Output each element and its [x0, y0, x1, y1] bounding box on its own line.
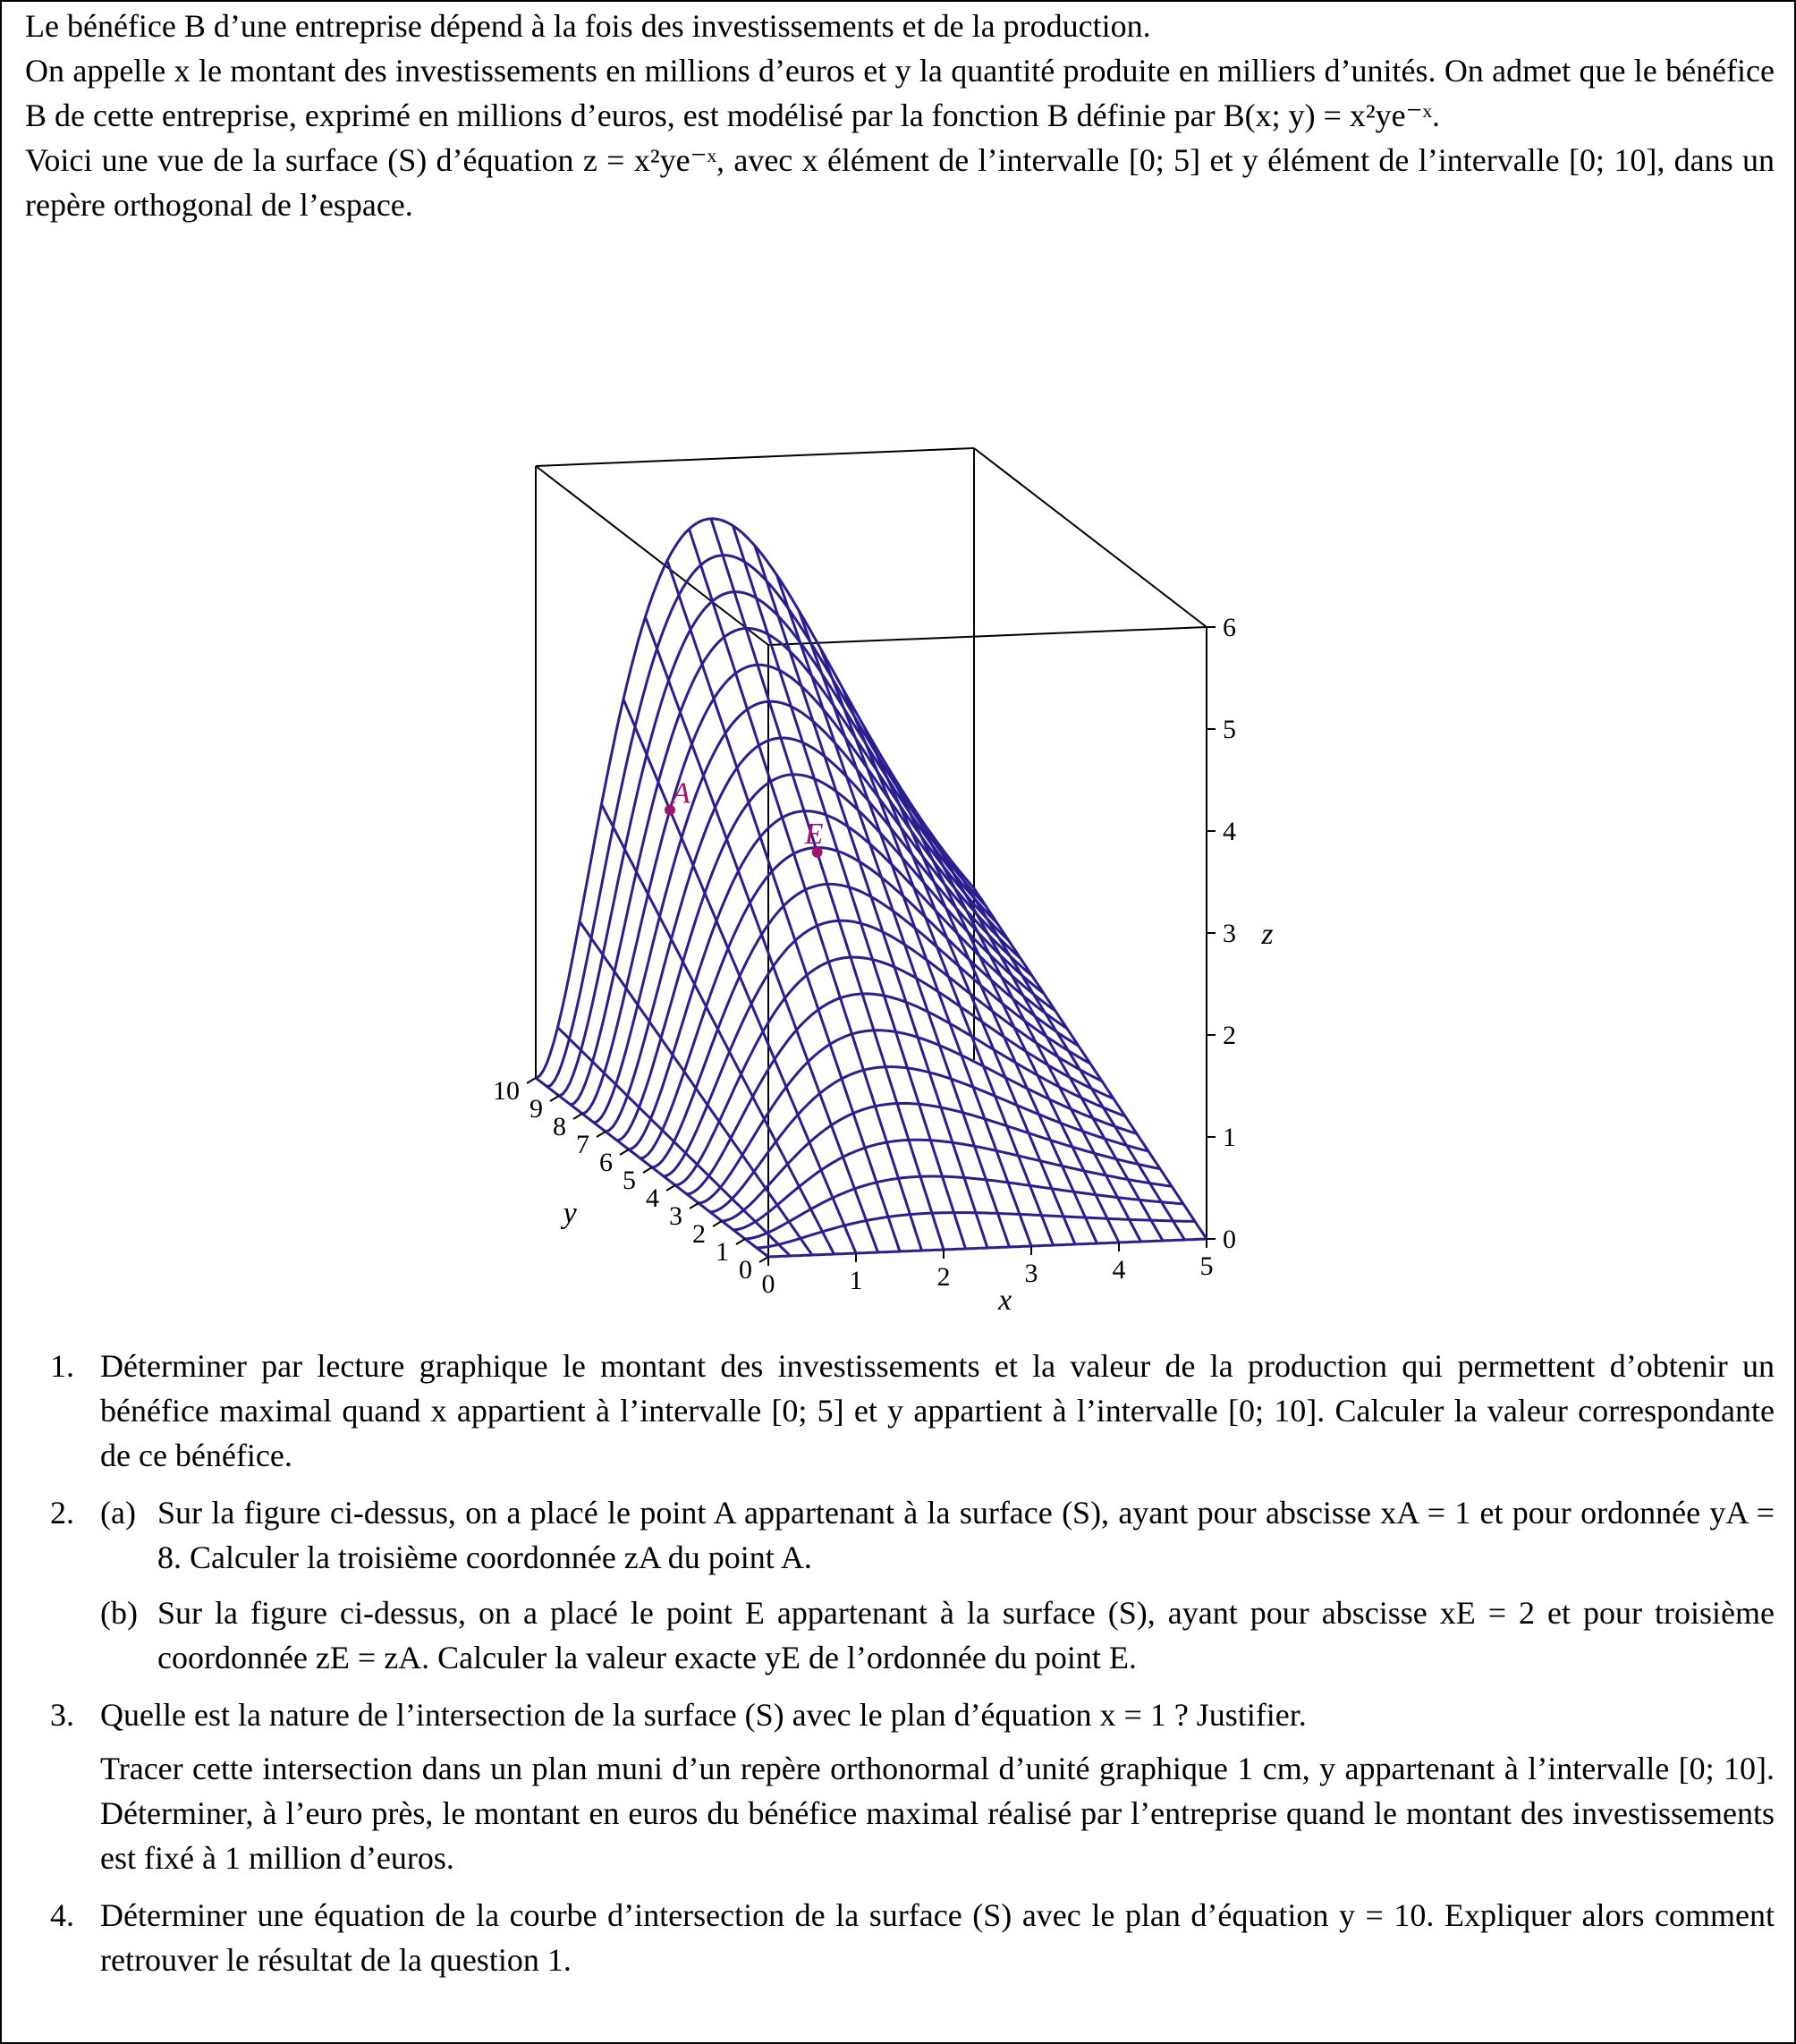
y-tick	[527, 1078, 536, 1083]
y-tick	[736, 1239, 745, 1244]
y-tick	[550, 1096, 559, 1101]
y-tick	[643, 1167, 652, 1173]
y-tick-label: 5	[623, 1166, 636, 1195]
question-3-text-2: Tracer cette intersection dans un plan muni d’un repère orthonormal d’unité graphique 1 cm, y appartenant à l’intervalle [0; 10]. Déterminer, à l’euro près, le montant en euros du bénéfice maximal réalisé par l’entreprise quand le montant des investissements est fixé à 1 million d’euros.	[100, 1751, 1775, 1876]
questions	[25, 1344, 1775, 1995]
z-tick-label: 6	[1223, 613, 1236, 642]
question-2a-label: (a)	[100, 1495, 136, 1531]
y-tick-label: 7	[576, 1130, 589, 1159]
question-2b-label: (b)	[100, 1595, 138, 1631]
surface-figure	[2, 306, 1796, 1335]
mesh-line-y	[745, 1176, 1183, 1239]
box-edge	[974, 448, 1207, 627]
x-axis-label: x	[998, 1284, 1012, 1318]
surface-mesh	[536, 519, 1207, 1257]
y-tick	[620, 1149, 629, 1155]
box-edge	[536, 448, 974, 466]
y-tick-label: 0	[739, 1255, 752, 1285]
question-1-text: Déterminer par lecture graphique le montant des investissements et la valeur de la production qui permettent d’obtenir un bénéfice maximal quand x appartient à l’intervalle [0; 5] et y appartient à l’intervalle [0; 10]. Calculer la valeur correspondante de ce bénéfice.	[100, 1348, 1775, 1473]
y-tick-label: 2	[692, 1219, 706, 1249]
x-tick-label: 2	[936, 1262, 951, 1292]
x-tick-label: 1	[849, 1266, 863, 1295]
z-axis-label: z	[1261, 918, 1274, 951]
y-tick	[666, 1185, 675, 1191]
question-2a-text: Sur la figure ci-dessus, on a placé le point A appartenant à la surface (S), ayant pour abscisse xA = 1 et pour ordonnée yA = 8. Calculer la troisième coordonnée zA du point A.	[157, 1495, 1775, 1575]
question-2	[25, 1490, 1775, 1680]
question-1-number: 1.	[50, 1348, 74, 1384]
mesh-line-y	[536, 519, 974, 1078]
intro-text	[25, 4, 1775, 227]
question-4-text: Déterminer une équation de la courbe d’intersection de la surface (S) avec le plan d’équation y = 10. Expliquer alors comment retrouver le résultat de la question 1.	[100, 1897, 1775, 1978]
intro-line-1: Le bénéfice B d’une entreprise dépend à la fois des investissements et de la production.	[25, 8, 1151, 44]
x-tick-label: 5	[1199, 1251, 1214, 1281]
x-tick-label: 3	[1024, 1259, 1038, 1288]
point-a-label: A	[672, 776, 690, 810]
x-tick-label: 0	[761, 1269, 775, 1299]
question-3-number: 3.	[50, 1697, 74, 1733]
y-axis-label: y	[563, 1197, 577, 1230]
question-2b	[100, 1590, 1775, 1680]
y-tick	[573, 1114, 582, 1119]
bounding-box	[536, 448, 1207, 1257]
question-1	[25, 1344, 1775, 1478]
z-tick-label: 2	[1223, 1021, 1236, 1050]
y-tick-label: 10	[493, 1076, 520, 1106]
z-tick-label: 0	[1223, 1225, 1236, 1254]
question-4-number: 4.	[50, 1897, 74, 1933]
question-2a	[100, 1490, 1775, 1580]
y-tick-label: 4	[646, 1183, 659, 1213]
y-tick	[713, 1221, 722, 1226]
y-tick	[690, 1203, 699, 1209]
surface-plot	[2, 306, 1796, 1335]
question-3	[25, 1692, 1775, 1880]
y-tick-label: 3	[669, 1201, 682, 1231]
x-tick-label: 4	[1112, 1255, 1126, 1285]
z-tick-label: 3	[1223, 919, 1236, 948]
question-2-number: 2.	[50, 1495, 74, 1531]
question-2b-text: Sur la figure ci-dessus, on a placé le point E appartenant à la surface (S), ayant pour abscisse xE = 2 et pour troisième coordonnée zE = zA. Calculer la valeur exacte yE de l’ordonnée du point E.	[157, 1595, 1775, 1675]
intro-paragraph-2: On appelle x le montant des investissements en millions d’euros et y la quantité produite en milliers d’unités. On admet que le bénéfice B de cette entreprise, exprimé en millions d’euros, est modélisé par la fonction B définie par B(x; y) = x²ye⁻ˣ.	[25, 53, 1775, 133]
z-tick-label: 5	[1223, 715, 1236, 744]
y-tick	[597, 1132, 606, 1137]
y-tick-label: 8	[553, 1112, 566, 1141]
question-4	[25, 1893, 1775, 1982]
box-edge	[768, 627, 1207, 645]
point-e-label: E	[804, 817, 824, 851]
z-tick-label: 4	[1223, 817, 1236, 846]
z-tick-label: 1	[1223, 1123, 1236, 1152]
y-tick	[759, 1257, 768, 1262]
y-tick-label: 9	[529, 1094, 543, 1124]
mesh-line-y	[768, 1239, 1207, 1257]
intro-paragraph-3: Voici une vue de la surface (S) d’équation z = x²ye⁻ˣ, avec x élément de l’intervalle [0; 5] et y élément de l’intervalle [0; 10], dans un repère orthogonal de l’espace.	[25, 142, 1775, 223]
question-3-text: Quelle est la nature de l’intersection de la surface (S) avec le plan d’équation x = 1 ? Justifier.	[100, 1697, 1307, 1733]
y-tick-label: 6	[599, 1148, 613, 1177]
y-tick-label: 1	[716, 1237, 729, 1267]
